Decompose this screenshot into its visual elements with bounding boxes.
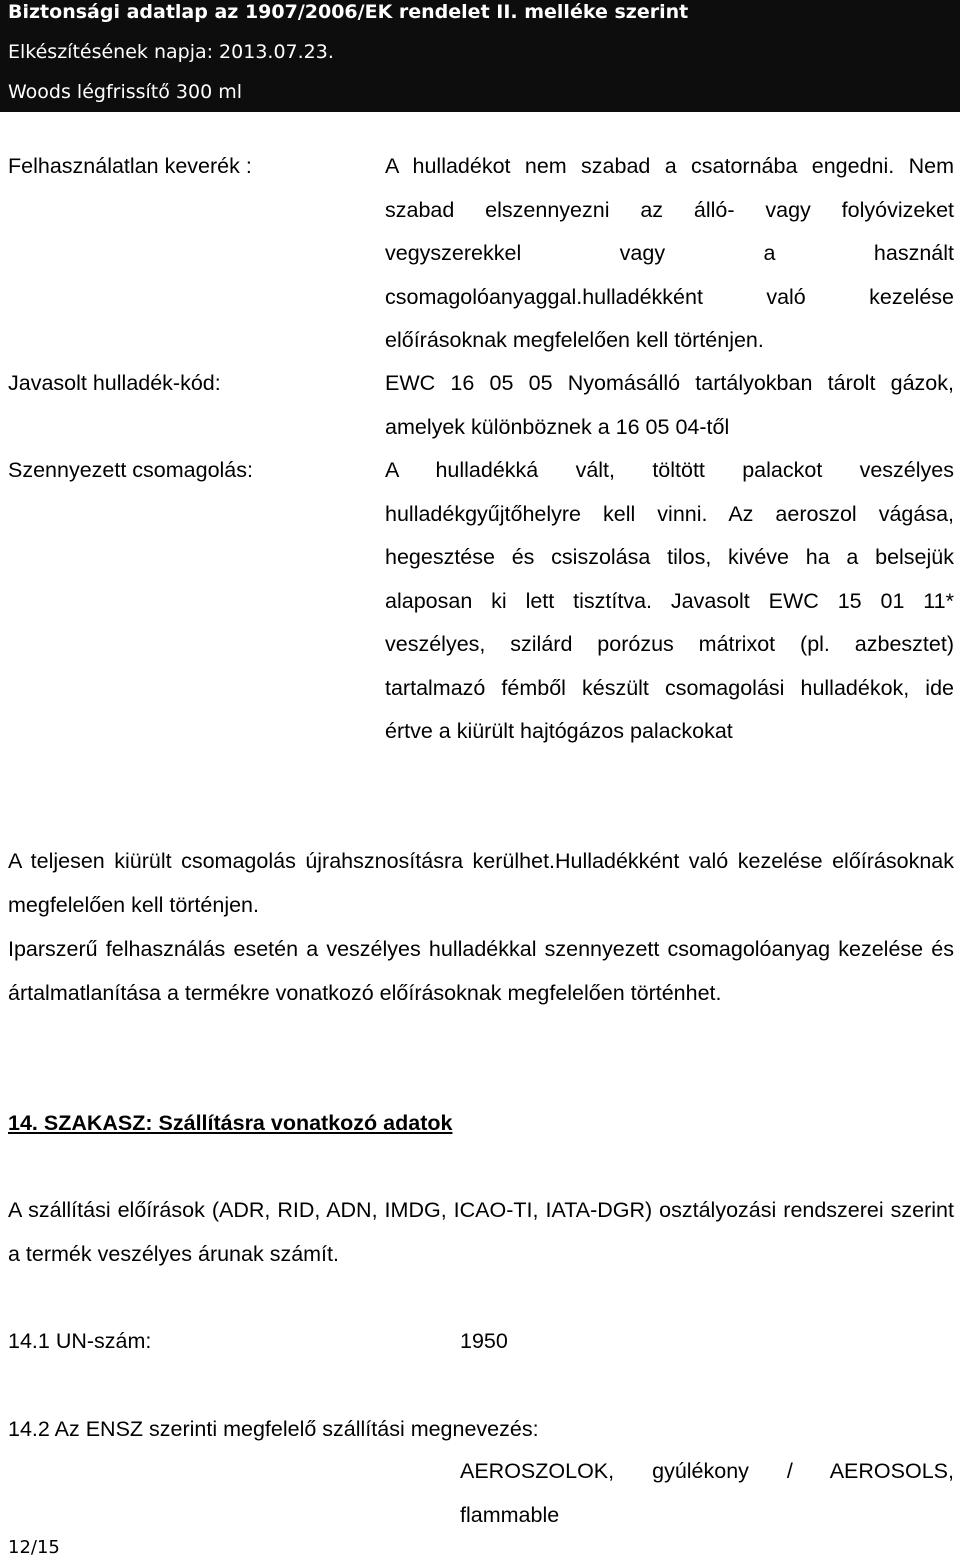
unused-mixture-text: A hulladékot nem szabad a csatornába engedni. Nem szabad elszennyezni az álló- vagy folyóvizeket vegyszerekkel vagy a használt csomagolóanyaggal.hulladékként való kezelése előírásoknak megfelelően kell történjen. (385, 154, 954, 352)
contaminated-packaging-label: Szennyezett csomagolás: (8, 458, 253, 482)
waste-code-label: Javasolt hulladék-kód: (8, 371, 221, 395)
recycle-paragraph: A teljesen kiürült csomagolás újrahsznosításra kerülhet.Hulladékként való kezelése előírásoknak megfelelően kell történjen. (8, 849, 954, 917)
un-number-label: 14.1 UN-szám: (8, 1329, 152, 1353)
un-number-value: 1950 (460, 1329, 508, 1353)
section-14-heading: 14. SZAKASZ: Szállításra vonatkozó adatok (8, 1111, 453, 1135)
header-title: Biztonsági adatlap az 1907/2006/EK rendelet II. melléke szerint (8, 1, 689, 23)
transport-intro-paragraph: A szállítási előírások (ADR, RID, ADN, IMDG, ICAO-TI, IATA-DGR) osztályozási rendszerei szerint a termék veszélyes árunak számít. (8, 1198, 954, 1266)
waste-code-text: EWC 16 05 05 Nyomásálló tartályokban tárolt gázok, amelyek különböznek a 16 05 04-től (385, 371, 954, 439)
shipping-name-value: AEROSZOLOK, gyúlékony / AEROSOLS, flammable (460, 1459, 954, 1527)
document-header (0, 0, 960, 112)
shipping-name-label: 14.2 Az ENSZ szerinti megfelelő szállítási megnevezés: (8, 1417, 539, 1441)
unused-mixture-label: Felhasználatlan keverék : (8, 154, 252, 178)
industrial-use-paragraph: Iparszerű felhasználás esetén a veszélyes hulladékkal szennyezett csomagolóanyag kezelése és ártalmatlanítása a termékre vonatkozó előírásoknak megfelelően történhet. (8, 937, 954, 1005)
page-number: 12/15 (8, 1537, 60, 1558)
header-product: Woods légfrissítő 300 ml (8, 81, 243, 103)
header-date: Elkészítésének napja: 2013.07.23. (8, 41, 334, 63)
contaminated-packaging-text: A hulladékká vált, töltött palackot veszélyes hulladékgyűjtőhelyre kell vinni. Az aeroszol vágása, hegesztése és csiszolása tilos, kivéve ha a belsejük alaposan ki lett tisztítva. Javasolt EWC 15 01 11* veszélyes, szilárd porózus mátrixot (pl. azbesztet) tartalmazó fémből készült csomagolási hulladékok, ide értve a kiürült hajtógázos palackokat (385, 458, 954, 743)
